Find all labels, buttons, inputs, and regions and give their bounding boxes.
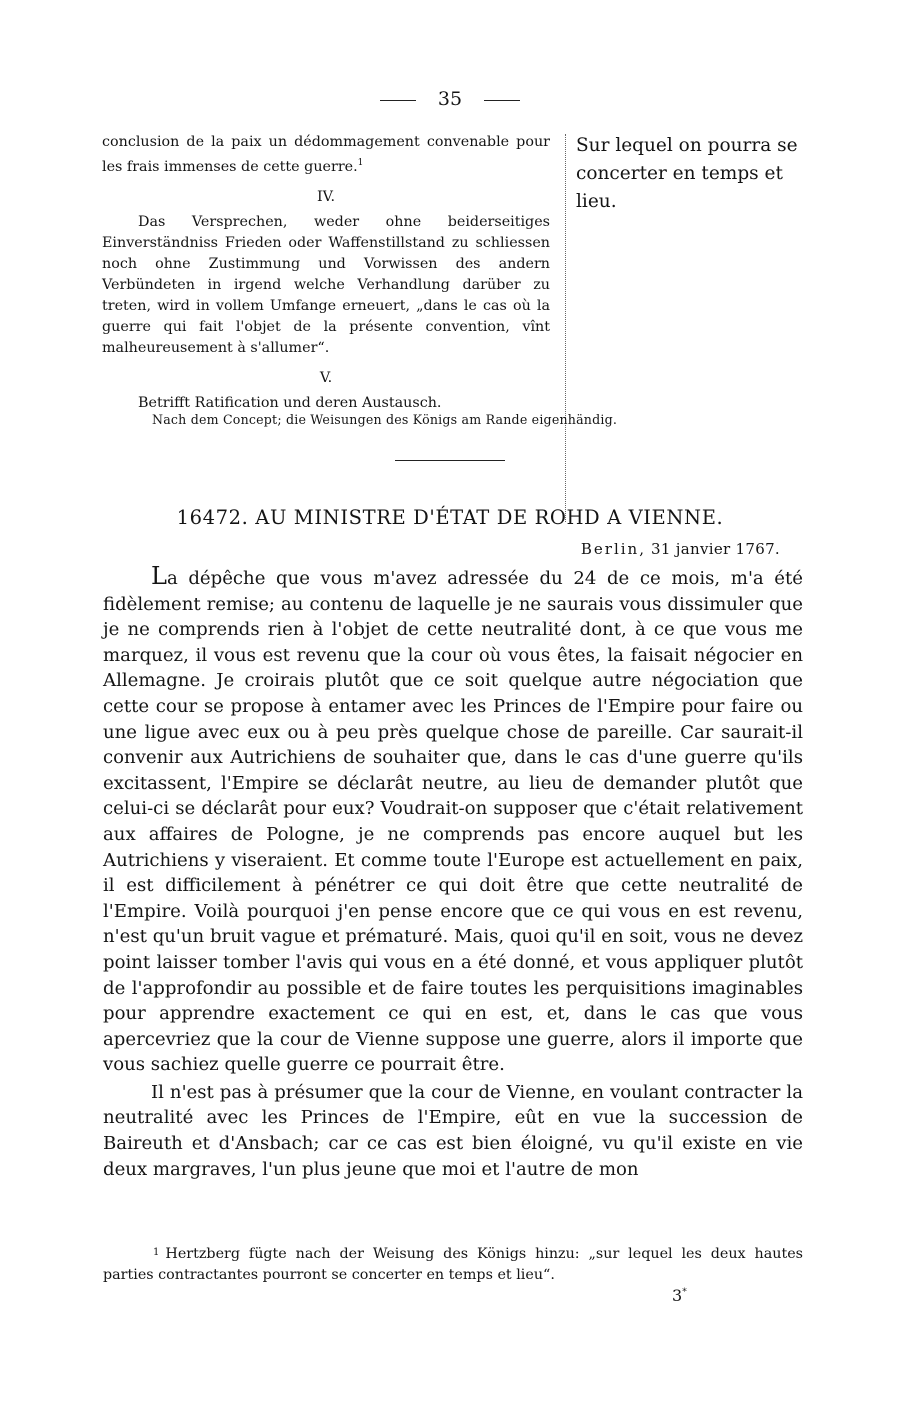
letter-title bbox=[0, 506, 900, 529]
dropcap: L bbox=[151, 562, 167, 590]
letter-heading: AU MINISTRE D'ÉTAT DE ROHD A VIENNE. bbox=[255, 506, 724, 529]
margin-note: Sur lequel on pourra se concerter en temps et lieu. bbox=[576, 135, 798, 212]
continuation-paragraph: conclusion de la paix un dédommagement convenable pour les frais immenses de cette guerre.$^1$ bbox=[102, 134, 550, 175]
section-iv-text: Das Versprechen, weder ohne beiderseitiges Einverständniss Frieden oder Waffenstillstand zu schliessen noch ohne Zustimmung und Vorwissen des andern Verbündeten in irgend welche Verhandlung darüber zu treten, wird in vollem Umfange erneuert, „dans le cas où la guerre qui fait l'objet de la présente convention, vînt malheureusement à s'allumer“. bbox=[102, 213, 550, 356]
letter-body bbox=[103, 564, 803, 1182]
header-rule-left bbox=[380, 100, 416, 101]
page-header bbox=[0, 88, 900, 110]
source-note: Nach dem Concept; die Weisungen des Königs am Rande eigenhändig. bbox=[152, 412, 618, 427]
header-rule-right bbox=[484, 100, 520, 101]
letter-number: 16472. bbox=[176, 506, 249, 529]
page-number: 35 bbox=[437, 88, 463, 110]
dateline bbox=[581, 540, 780, 558]
letter-paragraph-2: Il n'est pas à présumer que la cour de Vienne, en voulant contracter la neutralité avec les Princes de l'Empire, eût en vue la succession de Baireuth et d'Ansbach; car ce cas est bien éloigné, vu qu'il existe en vie deux margraves, l'un plus jeune que moi et l'autre de mon bbox=[103, 1081, 803, 1180]
section-v-number: V. bbox=[319, 369, 333, 386]
dateline-city: Berlin, bbox=[580, 540, 646, 558]
signature-mark: 3* bbox=[672, 1286, 687, 1305]
letter-paragraph-1: La dépêche que vous m'avez adressée du 24 de ce mois, m'a été fidèlement remise; au contenu de laquelle je ne saurais vous dissimuler que je ne comprends rien à l'objet de cette neutralité dont, à ce que vous me marquez, il vous est revenu que la cour où vous êtes, la faisait négocier en Allemagne. Je croirais plutôt que ce soit quelque autre négociation que cette cour se propose à entamer avec les Princes de l'Empire pour faire ou une ligue avec eux ou à peu près quelque chose de pareille. Car saurait-il convenir aux Autrichiens de souhaiter que, dans le cas d'une guerre qu'ils excitassent, l'Empire se déclarât neutre, au lieu de demander plutôt que celui-ci se déclarât pour eux? Voudrait-on supposer que c'était relativement aux affaires de Pologne, je ne comprends pas encore auquel but les Autrichiens y viseraient. Et comme toute l'Europe est actuellement en paix, il est difficilement à pénétrer ce qui doit être que cette neutralité de l'Empire. Voilà pourquoi j'en pense encore que ce qui vous en est revenu, n'est qu'un bruit vague et prématuré. Mais, quoi qu'il en soit, vous ne devez point laisser tomber l'avis qui vous en a été donné, et vous appliquer plutôt de l'approfondir au possible et de faire toutes les perquisitions imaginables pour apprendre exactement ce qui en est, et, dans le cas que vous apercevriez que la cour de Vienne suppose une guerre, alors il importe que vous sachiez quelle guerre ce pourrait être. bbox=[103, 562, 803, 1076]
footnote-marker: 1 bbox=[357, 158, 364, 168]
treaty-text-column bbox=[102, 132, 550, 414]
footnote bbox=[103, 1242, 803, 1286]
dateline-date: 31 janvier 1767. bbox=[651, 540, 780, 558]
footnote-number: 1 bbox=[153, 1247, 160, 1258]
section-v-text: Betrifft Ratification und deren Austausch. bbox=[138, 394, 442, 411]
section-separator bbox=[395, 460, 505, 461]
section-iv-number: IV. bbox=[316, 188, 336, 205]
footnote-text: Hertzberg fügte nach der Weisung des Königs hinzu: „sur lequel les deux hautes parties contractantes pourront se concerter en temps et lieu“. bbox=[103, 1246, 803, 1283]
column-divider bbox=[565, 134, 566, 522]
